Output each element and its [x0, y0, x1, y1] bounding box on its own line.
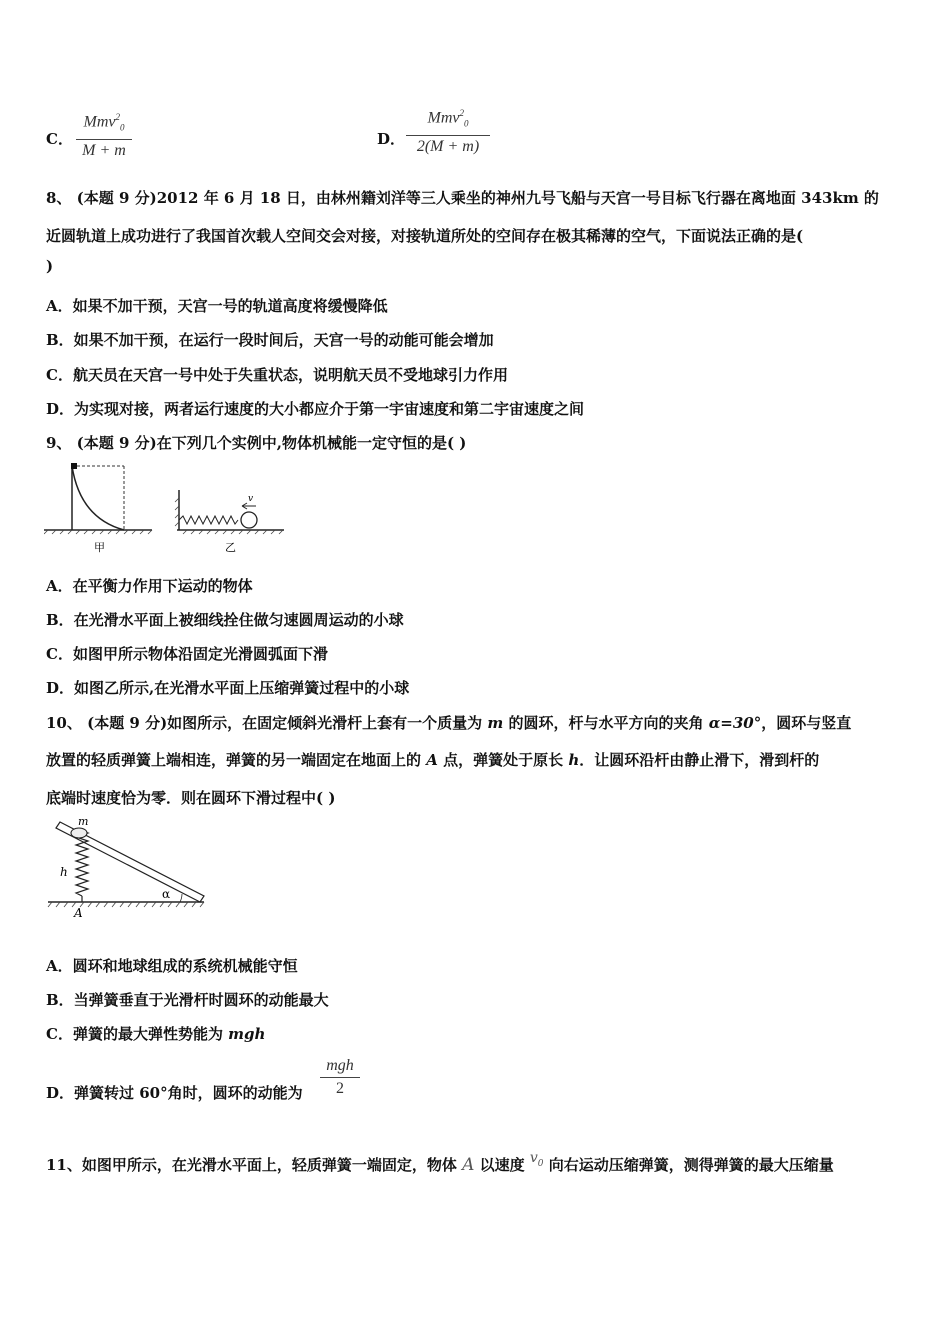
figure-jia	[44, 463, 152, 554]
q9-option-a: A．在平衡力作用下运动的物体	[46, 577, 253, 595]
q10-stem-line3: 底端时速度恰为零．则在圆环下滑过程中( )	[46, 789, 336, 807]
q10-figure	[44, 814, 210, 922]
q8-stem-line3: )	[46, 257, 54, 275]
fig-yi-label: 乙	[225, 541, 236, 554]
figure-yi	[175, 490, 284, 554]
q9-stem: 9、 (本题 9 分)在下列几个实例中,物体机械能一定守恒的是( )	[46, 434, 467, 452]
q8-stem-line1: 8、 (本题 9 分)2012 年 6 月 18 日，由林州籍刘洋等三人乘坐的神州九号飞船与天宫一号目标飞行器在离地面 343km 的	[46, 189, 879, 207]
fig-h-label: h	[60, 865, 68, 879]
q7-option-c-fraction: Mmv$^2_0$ M + m	[76, 108, 132, 160]
q9-option-d: D．如图乙所示,在光滑水平面上压缩弹簧过程中的小球	[46, 679, 410, 697]
q10-option-b: B．当弹簧垂直于光滑杆时圆环的动能最大	[46, 991, 329, 1009]
q9-option-b: B．在光滑水平面上被细线拴住做匀速圆周运动的小球	[46, 611, 404, 629]
q10-option-d: D．弹簧转过 60°角时，圆环的动能为	[46, 1084, 303, 1102]
q10-option-c: C．弹簧的最大弹性势能为 mgh	[46, 1025, 266, 1043]
q10-option-d-fraction: mgh 2	[320, 1057, 360, 1098]
q10-stem-line2: 放置的轻质弹簧上端相连，弹簧的另一端固定在地面上的 A 点，弹簧处于原长 h．让圆环沿杆由静止滑下，滑到杆的	[46, 751, 820, 769]
q7-option-c-label: C．	[46, 130, 73, 148]
fig-A-label: A	[74, 906, 83, 920]
fig-alpha-label: α	[162, 887, 171, 901]
q9-figure	[44, 458, 294, 558]
q8-option-a: A．如果不加干预，天宫一号的轨道高度将缓慢降低	[46, 297, 388, 315]
q8-option-c: C．航天员在天宫一号中处于失重状态，说明航天员不受地球引力作用	[46, 366, 508, 384]
fig-v-label: v	[248, 494, 254, 504]
q8-option-d: D．为实现对接，两者运行速度的大小都应介于第一宇宙速度和第二宇宙速度之间	[46, 400, 585, 418]
fig-jia-label: 甲	[94, 541, 105, 554]
q10-option-a: A．圆环和地球组成的系统机械能守恒	[46, 957, 298, 975]
q11-stem: 11、如图甲所示，在光滑水平面上，轻质弹簧一端固定，物体 A 以速度 $v_0$ 向右运动压缩弹簧，测得弹簧的最大压缩量	[46, 1150, 834, 1175]
q8-option-b: B．如果不加干预，在运行一段时间后，天宫一号的动能可能会增加	[46, 331, 494, 349]
q10-stem-line1: 10、 (本题 9 分)如图所示，在固定倾斜光滑杆上套有一个质量为 m 的圆环，杆与水平方向的夹角 α=30°，圆环与竖直	[46, 714, 852, 732]
q7-option-d-label: D．	[377, 130, 406, 148]
q7-option-d-fraction: Mmv$^2_0$ 2(M + m)	[406, 104, 490, 156]
q8-stem-line2: 近圆轨道上成功进行了我国首次载人空间交会对接，对接轨道所处的空间存在极其稀薄的空气，下面说法正确的是(	[46, 227, 804, 245]
fig-m-label: m	[78, 815, 89, 828]
q9-option-c: C．如图甲所示物体沿固定光滑圆弧面下滑	[46, 645, 328, 663]
